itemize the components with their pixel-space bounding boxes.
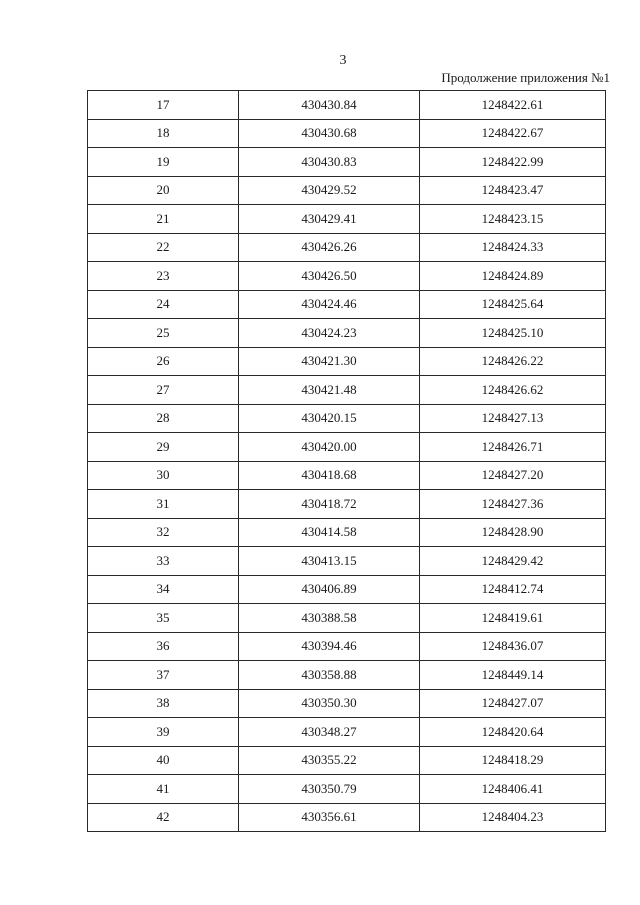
x-coordinate-cell: 430424.23 [239,319,420,348]
point-number-cell: 19 [88,148,239,177]
point-number-cell: 34 [88,575,239,604]
table-row [88,290,606,319]
y-coordinate-cell: 1248424.89 [420,262,606,291]
x-coordinate-cell: 430356.61 [239,803,420,832]
table-row [88,376,606,405]
table-row [88,718,606,747]
point-number-cell: 25 [88,319,239,348]
x-coordinate-cell: 430430.84 [239,91,420,120]
table-row [88,347,606,376]
table-row [88,575,606,604]
table-row [88,461,606,490]
y-coordinate-cell: 1248422.61 [420,91,606,120]
table-row [88,746,606,775]
x-coordinate-cell: 430421.30 [239,347,420,376]
table-row [88,490,606,519]
table-row [88,205,606,234]
y-coordinate-cell: 1248419.61 [420,604,606,633]
y-coordinate-cell: 1248427.07 [420,689,606,718]
table-row [88,775,606,804]
x-coordinate-cell: 430420.15 [239,404,420,433]
continuation-label: Продолжение приложения №1 [441,70,610,85]
table-row [88,233,606,262]
x-coordinate-cell: 430350.30 [239,689,420,718]
table-row [88,319,606,348]
x-coordinate-cell: 430430.68 [239,119,420,148]
table-row [88,661,606,690]
point-number-cell: 35 [88,604,239,633]
table-row [88,518,606,547]
x-coordinate-cell: 430348.27 [239,718,420,747]
x-coordinate-cell: 430420.00 [239,433,420,462]
y-coordinate-cell: 1248424.33 [420,233,606,262]
point-number-cell: 42 [88,803,239,832]
y-coordinate-cell: 1248423.15 [420,205,606,234]
table-row [88,176,606,205]
table-row [88,604,606,633]
table-row [88,119,606,148]
point-number-cell: 22 [88,233,239,262]
x-coordinate-cell: 430394.46 [239,632,420,661]
x-coordinate-cell: 430430.83 [239,148,420,177]
point-number-cell: 26 [88,347,239,376]
x-coordinate-cell: 430426.26 [239,233,420,262]
y-coordinate-cell: 1248404.23 [420,803,606,832]
point-number-cell: 23 [88,262,239,291]
y-coordinate-cell: 1248420.64 [420,718,606,747]
x-coordinate-cell: 430355.22 [239,746,420,775]
y-coordinate-cell: 1248427.20 [420,461,606,490]
x-coordinate-cell: 430418.72 [239,490,420,519]
point-number-cell: 24 [88,290,239,319]
y-coordinate-cell: 1248427.36 [420,490,606,519]
x-coordinate-cell: 430426.50 [239,262,420,291]
table-row [88,632,606,661]
point-number-cell: 38 [88,689,239,718]
point-number-cell: 17 [88,91,239,120]
y-coordinate-cell: 1248426.22 [420,347,606,376]
point-number-cell: 31 [88,490,239,519]
y-coordinate-cell: 1248426.62 [420,376,606,405]
point-number-cell: 32 [88,518,239,547]
x-coordinate-cell: 430413.15 [239,547,420,576]
point-number-cell: 28 [88,404,239,433]
x-coordinate-cell: 430406.89 [239,575,420,604]
point-number-cell: 30 [88,461,239,490]
x-coordinate-cell: 430424.46 [239,290,420,319]
point-number-cell: 29 [88,433,239,462]
y-coordinate-cell: 1248426.71 [420,433,606,462]
point-number-cell: 18 [88,119,239,148]
table-row [88,262,606,291]
table-row [88,404,606,433]
y-coordinate-cell: 1248425.64 [420,290,606,319]
point-number-cell: 41 [88,775,239,804]
point-number-cell: 33 [88,547,239,576]
y-coordinate-cell: 1248406.41 [420,775,606,804]
coordinates-table-body [88,91,606,832]
y-coordinate-cell: 1248427.13 [420,404,606,433]
table-row [88,148,606,177]
point-number-cell: 20 [88,176,239,205]
coordinates-table [87,90,606,832]
y-coordinate-cell: 1248412.74 [420,575,606,604]
y-coordinate-cell: 1248429.42 [420,547,606,576]
x-coordinate-cell: 430421.48 [239,376,420,405]
point-number-cell: 27 [88,376,239,405]
point-number-cell: 36 [88,632,239,661]
x-coordinate-cell: 430350.79 [239,775,420,804]
x-coordinate-cell: 430358.88 [239,661,420,690]
point-number-cell: 37 [88,661,239,690]
y-coordinate-cell: 1248449.14 [420,661,606,690]
table-row [88,547,606,576]
page-number: 3 [339,53,347,68]
table-row [88,91,606,120]
table-row [88,433,606,462]
point-number-cell: 40 [88,746,239,775]
table-row [88,803,606,832]
point-number-cell: 39 [88,718,239,747]
x-coordinate-cell: 430429.41 [239,205,420,234]
y-coordinate-cell: 1248418.29 [420,746,606,775]
y-coordinate-cell: 1248423.47 [420,176,606,205]
y-coordinate-cell: 1248428.90 [420,518,606,547]
x-coordinate-cell: 430418.68 [239,461,420,490]
x-coordinate-cell: 430429.52 [239,176,420,205]
y-coordinate-cell: 1248436.07 [420,632,606,661]
y-coordinate-cell: 1248425.10 [420,319,606,348]
x-coordinate-cell: 430414.58 [239,518,420,547]
x-coordinate-cell: 430388.58 [239,604,420,633]
y-coordinate-cell: 1248422.67 [420,119,606,148]
table-row [88,689,606,718]
y-coordinate-cell: 1248422.99 [420,148,606,177]
point-number-cell: 21 [88,205,239,234]
